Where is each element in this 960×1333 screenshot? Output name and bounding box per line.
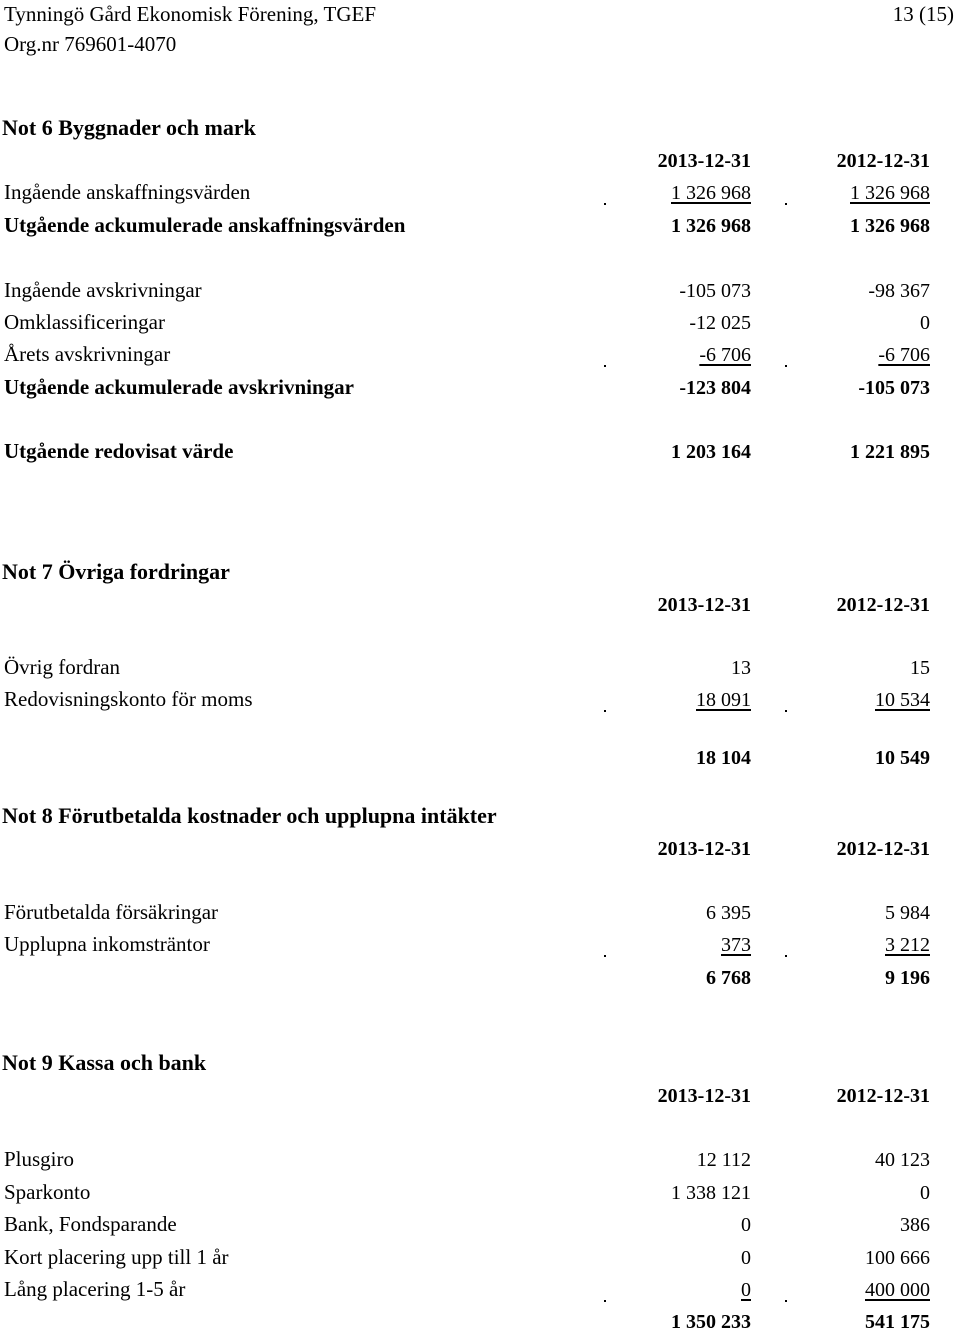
org-name: Tynningö Gård Ekonomisk Förening, TGEF	[4, 2, 377, 26]
note7-row-label: Övrig fordran	[4, 655, 121, 679]
note7-row-v2: 10 534	[875, 689, 930, 711]
org-number: Org.nr 769601-4070	[4, 32, 177, 56]
note8-row-label: Förutbetalda försäkringar	[4, 900, 219, 924]
note7-row-v1: 13	[731, 657, 751, 679]
note9-total-v2: 541 175	[865, 1311, 930, 1333]
underline-marker	[785, 203, 787, 205]
note6-row-v1: 1 326 968	[671, 182, 751, 204]
note7-title: Not 7 Övriga fordringar	[2, 559, 230, 584]
underline-marker	[604, 365, 606, 367]
note7-total-v2: 10 549	[875, 747, 930, 769]
note6-col-2012: 2012-12-31	[836, 150, 930, 172]
note6-row-v2: 1 326 968	[850, 182, 930, 204]
note6-col-2013: 2013-12-31	[657, 150, 751, 172]
note7-row-v1: 18 091	[696, 689, 751, 711]
note9-row-label: Plusgiro	[4, 1147, 75, 1171]
underline-marker	[604, 203, 606, 205]
note8-row-v2: 5 984	[885, 902, 930, 924]
note9-row-label: Bank, Fondsparande	[4, 1212, 177, 1236]
note6-row-v2: -6 706	[878, 344, 930, 366]
note6-title: Not 6 Byggnader och mark	[2, 115, 256, 140]
note9-row-v2: 386	[900, 1214, 930, 1236]
note9-row-v2: 100 666	[865, 1247, 930, 1269]
note7-total-v1: 18 104	[696, 747, 751, 769]
note8-col-2013: 2013-12-31	[657, 838, 751, 860]
note9-title: Not 9 Kassa och bank	[2, 1050, 207, 1075]
underline-marker	[785, 1300, 787, 1302]
note9-row-label: Lång placering 1-5 år	[4, 1277, 186, 1301]
note6-row-v2: 1 326 968	[850, 215, 930, 237]
note6-row-label: Ingående anskaffningsvärden	[4, 180, 251, 204]
note8-row-v1: 6 395	[706, 902, 751, 924]
underline-marker	[604, 955, 606, 957]
note8-total-v1: 6 768	[706, 967, 751, 989]
note6-row-v1: -6 706	[699, 344, 751, 366]
note6-row-v2: 1 221 895	[850, 441, 930, 463]
underline-marker	[604, 1300, 606, 1302]
note8-row-v2: 3 212	[885, 934, 930, 956]
note9-row-label: Kort placering upp till 1 år	[4, 1245, 229, 1269]
note6-row-v2: -98 367	[868, 280, 930, 302]
note6-row-label: Utgående ackumulerade avskrivningar	[4, 375, 355, 399]
note7-row-label: Redovisningskonto för moms	[4, 687, 253, 711]
note9-row-v1: 12 112	[696, 1149, 751, 1171]
note8-total-v2: 9 196	[885, 967, 930, 989]
note6-row-v1: 1 326 968	[671, 215, 751, 237]
note6-row-v2: 0	[920, 312, 930, 334]
note8-col-2012: 2012-12-31	[836, 838, 930, 860]
note8-row-v1: 373	[721, 934, 751, 956]
note8-title: Not 8 Förutbetalda kostnader och upplupna intäkter	[2, 803, 497, 828]
note6-row-label: Omklassificeringar	[4, 310, 165, 334]
note6-row-v1: -105 073	[679, 280, 751, 302]
underline-marker	[604, 710, 606, 712]
note6-row-label: Utgående redovisat värde	[4, 439, 234, 463]
note7-col-2012: 2012-12-31	[836, 594, 930, 616]
note9-row-v2: 0	[920, 1182, 930, 1204]
note7-row-v2: 15	[910, 657, 930, 679]
note9-row-v2: 400 000	[865, 1279, 930, 1301]
note7-col-2013: 2013-12-31	[657, 594, 751, 616]
note9-col-2012: 2012-12-31	[836, 1085, 930, 1107]
note6-row-v2: -105 073	[858, 377, 930, 399]
note9-row-v1: 1 338 121	[671, 1182, 751, 1204]
note9-row-v1: 0	[741, 1279, 751, 1301]
note9-col-2013: 2013-12-31	[657, 1085, 751, 1107]
note6-row-label: Ingående avskrivningar	[4, 278, 202, 302]
note6-row-v1: -12 025	[689, 312, 751, 334]
note6-row-v1: -123 804	[679, 377, 751, 399]
underline-marker	[785, 955, 787, 957]
note9-row-label: Sparkonto	[4, 1180, 91, 1204]
note9-row-v2: 40 123	[875, 1149, 930, 1171]
note6-row-label: Utgående ackumulerade anskaffningsvärden	[4, 213, 406, 237]
note6-row-v1: 1 203 164	[671, 441, 751, 463]
note9-row-v1: 0	[741, 1214, 751, 1236]
note6-row-label: Årets avskrivningar	[4, 342, 171, 366]
underline-marker	[785, 365, 787, 367]
note9-total-v1: 1 350 233	[671, 1311, 751, 1333]
page-number: 13 (15)	[892, 2, 954, 26]
note9-row-v1: 0	[741, 1247, 751, 1269]
underline-marker	[785, 710, 787, 712]
note8-row-label: Upplupna inkomsträntor	[4, 932, 210, 956]
